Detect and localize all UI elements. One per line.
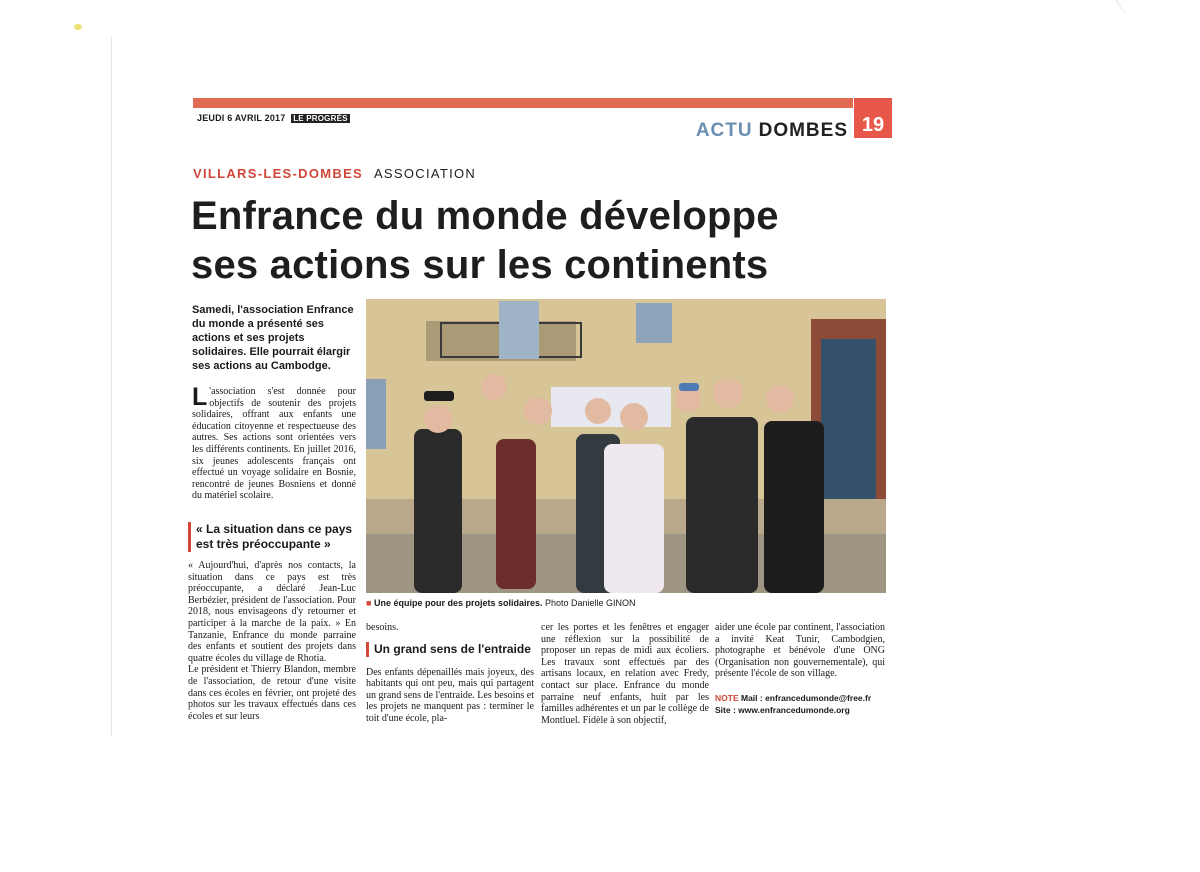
column-1-intro: [192, 383, 356, 502]
note-site: Site : www.enfrancedumonde.org: [715, 704, 850, 715]
scan-edge-line: [111, 36, 112, 736]
kicker-category: ASSOCIATION: [373, 166, 477, 181]
column-4: [715, 622, 885, 716]
scan-speck: [74, 24, 82, 30]
header-rule: [193, 98, 853, 108]
group-photo-illustration: [366, 299, 886, 593]
intro-paragraph: 'association s'est donnée pour objectifs de soutenir des projets solidaires, offrant aux enfants une éducation citoyenne et respectueuse des autres. Ses actions sont orientées vers les différents continents. En juillet 2016, six jeunes adolescents français ont effectué un voyage solidaire en Bosnie, rencontré de jeunes Bosniens et donné du matériel scolaire.: [192, 386, 356, 502]
caption-bullet: ■: [366, 598, 372, 608]
subhead-entraide: Un grand sens de l'entraide: [366, 642, 534, 657]
page-header: [193, 98, 892, 141]
article-lede: Samedi, l'association Enfrance du monde a présenté ses actions et ses projets solidaires. Elle pourrait élargir ses actions au Cambodge.: [192, 304, 354, 372]
note-label: NOTE: [715, 692, 739, 703]
note-mail: Mail : enfrancedumonde@free.fr: [741, 692, 872, 703]
scan-corner-mark: [1105, 0, 1178, 34]
issue-date: [197, 113, 350, 123]
group-photo: [366, 299, 886, 593]
newspaper-logo: LE PROGRÈS: [293, 114, 348, 123]
col3-body: cer les portes et les fenêtres et engager une réflexion sur la possibilité de proposer un repas de midi aux écoliers. Les travaux sont effectués par des artisans locaux, en relation avec Fredy, contact sur place. Enfrance du monde parraine neuf enfants, huit par les familles adhérentes et un par le collège de Montluel. Fidèle à son objectif,: [541, 622, 709, 726]
quote-paragraph: « Aujourd'hui, d'après nos contacts, la situation dans ce pays est très préoccupante, a déclaré Jean-Luc Berbézier, président de l'association. Pour 2018, nous envisageons d'y retourner et participer à la marche de la paix. » En Tanzanie, Enfrance du monde parraine des enfants et soutient des projets dans quatre écoles du village de Rhotia.: [188, 560, 356, 664]
subhead-quote: « La situation dans ce pays est très préoccupante »: [188, 522, 366, 552]
caption-title: Une équipe pour des projets solidaires.: [373, 598, 543, 608]
page-number: 19: [854, 98, 892, 138]
col4-body: aider une école par continent, l'association a invité Keat Tunir, Cambodgien, photographe et bénévole d'une ONG (Organisation non gouvernementale), qui présente l'école de son village.: [715, 622, 885, 680]
col2-body: Des enfants dépenaillés mais joyeux, des habitants qui ont peu, mais qui partagent un grand sens de l'entraide. Les besoins et les projets ne manquent pas : terminer le toit d'une école, pla-: [366, 666, 534, 724]
article-headline: [191, 192, 871, 290]
headline-line-2: ses actions sur les continents: [191, 243, 769, 287]
section-actu: ACTU: [695, 120, 753, 141]
issue-date-text: JEUDI 6 AVRIL 2017: [197, 113, 286, 123]
section-dombes: DOMBES: [758, 120, 848, 141]
contact-note: [715, 692, 885, 716]
visit-paragraph: Le président et Thierry Blandon, membre de l'association, de retour d'une visite dans ces écoles en février, ont projeté des photos sur les travaux effectués dans ces écoles et sur leurs: [188, 664, 356, 722]
article-kicker: [193, 166, 476, 181]
column-2: [366, 622, 534, 725]
drop-cap: L: [192, 383, 208, 411]
col2-continuation: besoins.: [366, 622, 399, 633]
headline-line-1: Enfrance du monde développe: [191, 194, 779, 238]
kicker-place: VILLARS-LES-DOMBES: [193, 166, 364, 181]
photo-credit: Photo Danielle GINON: [545, 598, 636, 608]
column-1-body: [188, 560, 356, 722]
section-label: [696, 120, 848, 142]
photo-caption: [366, 598, 636, 608]
column-3: [541, 622, 709, 726]
